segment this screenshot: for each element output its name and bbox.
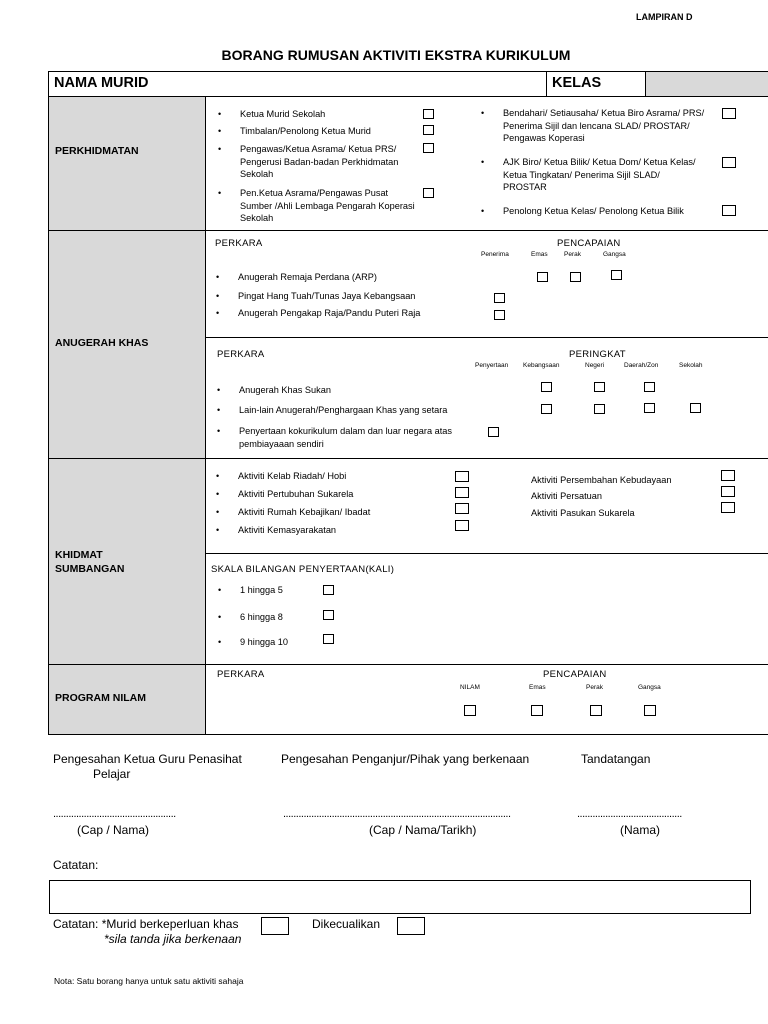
- checkbox-arp-gangsa[interactable]: [611, 270, 622, 280]
- catatan-textbox[interactable]: [49, 880, 751, 914]
- anugerah-item-pingat: • Pingat Hang Tuah/Tunas Jaya Kebangsaan: [216, 291, 416, 301]
- checkbox-persembahan-kebudayaan[interactable]: [721, 470, 735, 481]
- checkbox-sukan-negeri[interactable]: [594, 382, 605, 392]
- checkbox-pertubuhan-sukarela[interactable]: [455, 487, 469, 498]
- perkhidmatan-right-item-2: • AJK Biro/ Ketua Bilik/ Ketua Dom/ Ketua Kelas/ Ketua Tingkatan/ Penerima Sijil SLAD/ PROSTAR: [481, 157, 696, 192]
- checkbox-skala-1-5[interactable]: [323, 585, 334, 595]
- nilam-pencapaian: PENCAPAIAN: [543, 669, 607, 680]
- checkbox-sukan-daerah[interactable]: [644, 382, 655, 392]
- signature-line-guru[interactable]: ................................................: [53, 808, 176, 820]
- perkhidmatan-right-item-1: • Bendahari/ Setiausaha/ Ketua Biro Asrama/ PRS/ Penerima Sijil dan lencana SLAD/ PROSTAR/ Pengawas Koperasi: [481, 108, 705, 143]
- checkbox-pen-ketua-asrama[interactable]: [423, 188, 434, 198]
- checkbox-nilam-perak[interactable]: [590, 705, 602, 716]
- bullet: •: [216, 471, 220, 481]
- checkbox-lain-daerah[interactable]: [644, 403, 655, 413]
- row-sep-anugerah-inner: [205, 337, 768, 338]
- nota-footer: Nota: Satu borang hanya untuk satu aktiviti sahaja: [54, 976, 244, 986]
- bullet: •: [216, 272, 220, 282]
- anugerah-perkara-2: PERKARA: [217, 349, 265, 360]
- checkbox-nilam-emas[interactable]: [531, 705, 543, 716]
- row-sep-3: [48, 458, 768, 459]
- signature-line-tandatangan[interactable]: .........................................: [577, 808, 682, 820]
- bullet: •: [218, 144, 222, 154]
- row-sep-khidmat-inner: [205, 553, 768, 554]
- tandatangan-label: Tandatangan: [581, 752, 651, 766]
- bullet: •: [216, 308, 220, 318]
- nama-murid-label: NAMA MURID: [54, 75, 149, 91]
- checkbox-arp-perak[interactable]: [570, 272, 581, 282]
- anugerah-item-lain-lain: • Lain-lain Anugerah/Penghargaan Khas yang setara: [217, 405, 448, 415]
- khidmat-right-item-3: Aktiviti Pasukan Sukarela: [531, 508, 635, 518]
- table-border-bottom: [48, 734, 768, 735]
- program-nilam-label: PROGRAM NILAM: [55, 692, 146, 704]
- nama-murid-field[interactable]: [206, 72, 545, 96]
- checkbox-kelab-riadah[interactable]: [455, 471, 469, 482]
- checkbox-lain-kebangsaan[interactable]: [541, 404, 552, 414]
- skala-title: SKALA BILANGAN PENYERTAAN(KALI): [211, 564, 395, 575]
- checkbox-murid-khas[interactable]: [261, 917, 289, 935]
- bullet: •: [216, 291, 220, 301]
- form-title: BORANG RUMUSAN AKTIVITI EKSTRA KURIKULUM: [221, 47, 571, 63]
- checkbox-ketua-murid[interactable]: [423, 109, 434, 119]
- cap-nama-1: (Cap / Nama): [77, 823, 150, 837]
- bullet: •: [218, 612, 222, 622]
- skala-item-3: • 9 hingga 10: [218, 637, 289, 647]
- anugerah-item-pengakap: • Anugerah Pengakap Raja/Pandu Puteri Raja: [216, 308, 421, 318]
- anugerah-khas-label: ANUGERAH KHAS: [55, 337, 149, 349]
- perkhidmatan-left-item-3: • Pengawas/Ketua Asrama/ Ketua PRS/ Pengerusi Badan-badan Perkhidmatan Sekolah: [218, 144, 399, 179]
- checkbox-bendahari[interactable]: [722, 108, 736, 119]
- perkhidmatan-left-item-4: • Pen.Ketua Asrama/Pengawas Pusat Sumber /Ahli Lembaga Pengarah Koperasi Sekolah: [218, 188, 415, 223]
- row-sep-4: [48, 664, 768, 665]
- checkbox-lain-sekolah[interactable]: [690, 403, 701, 413]
- row-sep-2: [48, 230, 768, 231]
- catatan-label: Catatan:: [53, 858, 99, 872]
- col-daerah-zon: Daerah/Zon: [624, 362, 659, 369]
- bullet: •: [216, 507, 220, 517]
- pengesahan-guru-label: Pengesahan Ketua Guru Penasihat: [53, 752, 242, 766]
- checkbox-pingat-penerima[interactable]: [494, 293, 505, 303]
- col-nilam-emas: Emas: [529, 684, 546, 691]
- nilam-perkara: PERKARA: [217, 669, 265, 680]
- bullet: •: [481, 108, 485, 118]
- cap-nama-tarikh: (Cap / Nama/Tarikh): [369, 823, 477, 837]
- khidmat-left-item-4: • Aktiviti Kemasyarakatan: [216, 525, 337, 535]
- checkbox-skala-9-10[interactable]: [323, 634, 334, 644]
- checkbox-dikecualikan[interactable]: [397, 917, 425, 935]
- anugerah-perkara-1: PERKARA: [215, 238, 263, 249]
- bullet: •: [218, 585, 222, 595]
- section-label-bg-perkhidmatan: [49, 97, 205, 230]
- anugerah-item-sukan: • Anugerah Khas Sukan: [217, 385, 331, 395]
- col-negeri: Negeri: [585, 362, 605, 369]
- col-gangsa: Gangsa: [603, 251, 626, 258]
- col-sekolah: Sekolah: [679, 362, 703, 369]
- dikecualikan-label: Dikecualikan: [312, 917, 381, 931]
- col-sep-kelas-left: [546, 71, 547, 97]
- checkbox-sukan-kebangsaan[interactable]: [541, 382, 552, 392]
- table-border-left: [48, 71, 49, 735]
- checkbox-skala-6-8[interactable]: [323, 610, 334, 620]
- checkbox-nilam-gangsa[interactable]: [644, 705, 656, 716]
- col-kebangsaan: Kebangsaan: [523, 362, 560, 369]
- checkbox-penolong-ketua-kelas[interactable]: [722, 205, 736, 216]
- col-nilam-gangsa: Gangsa: [638, 684, 661, 691]
- checkbox-penyertaan[interactable]: [488, 427, 499, 437]
- bullet: •: [217, 426, 221, 436]
- bullet: •: [217, 385, 221, 395]
- checkbox-pasukan-sukarela[interactable]: [721, 502, 735, 513]
- anugerah-peringkat: PERINGKAT: [569, 349, 626, 360]
- cap-nama-3: (Nama): [620, 823, 661, 837]
- checkbox-timbalan-ketua-murid[interactable]: [423, 125, 434, 135]
- khidmat-right-item-2: Aktiviti Persatuan: [531, 491, 602, 501]
- col-emas: Emas: [531, 251, 548, 258]
- row-sep-1: [48, 96, 768, 97]
- col-perak: Perak: [564, 251, 581, 258]
- skala-item-2: • 6 hingga 8: [218, 612, 283, 622]
- checkbox-ajk-biro[interactable]: [722, 157, 736, 168]
- anugerah-item-arp: • Anugerah Remaja Perdana (ARP): [216, 272, 377, 282]
- khidmat-label-line1: KHIDMAT: [55, 549, 103, 561]
- catatan-murid-khas-label: Catatan: *Murid berkeperluan khas: [53, 917, 239, 931]
- checkbox-persatuan[interactable]: [721, 486, 735, 497]
- bullet: •: [218, 188, 222, 198]
- col-nilam: NILAM: [460, 684, 480, 691]
- khidmat-left-item-1: • Aktiviti Kelab Riadah/ Hobi: [216, 471, 347, 481]
- col-sep-label: [205, 96, 206, 735]
- bullet: •: [216, 525, 220, 535]
- checkbox-pengawas[interactable]: [423, 143, 434, 153]
- anugerah-item-penyertaan: • Penyertaan kokurikulum dalam dan luar negara atas pembiayaaan sendiri: [217, 426, 452, 449]
- checkbox-nilam[interactable]: [464, 705, 476, 716]
- checkbox-rumah-kebajikan[interactable]: [455, 503, 469, 514]
- checkbox-arp-emas[interactable]: [537, 272, 548, 282]
- checkbox-kemasyarakatan[interactable]: [455, 520, 469, 531]
- khidmat-right-item-1: Aktiviti Persembahan Kebudayaan: [531, 475, 672, 485]
- skala-item-1: • 1 hingga 5: [218, 585, 283, 595]
- kelas-label: KELAS: [552, 75, 602, 91]
- bullet: •: [481, 157, 485, 167]
- bullet: •: [216, 489, 220, 499]
- bullet: •: [481, 206, 485, 216]
- perkhidmatan-left-item-2: • Timbalan/Penolong Ketua Murid: [218, 126, 371, 136]
- khidmat-left-item-2: • Aktiviti Pertubuhan Sukarela: [216, 489, 354, 499]
- anugerah-pencapaian: PENCAPAIAN: [557, 238, 621, 249]
- checkbox-pengakap-penerima[interactable]: [494, 310, 505, 320]
- checkbox-lain-negeri[interactable]: [594, 404, 605, 414]
- khidmat-sumbangan-label: [55, 548, 124, 576]
- bullet: •: [218, 109, 222, 119]
- bullet: •: [217, 405, 221, 415]
- pengesahan-penganjur-label: Pengesahan Penganjur/Pihak yang berkenaan: [281, 752, 530, 766]
- col-nilam-perak: Perak: [586, 684, 603, 691]
- perkhidmatan-label: PERKHIDMATAN: [55, 145, 139, 157]
- kelas-field[interactable]: [646, 72, 768, 96]
- col-penerima: Penerima: [481, 251, 509, 258]
- lampiran-label: LAMPIRAN D: [636, 12, 693, 22]
- bullet: •: [218, 126, 222, 136]
- bullet: •: [218, 637, 222, 647]
- pengesahan-guru-label-2: Pelajar: [93, 767, 131, 781]
- signature-line-penganjur[interactable]: .........................................................................................: [283, 808, 511, 820]
- perkhidmatan-right-item-3: • Penolong Ketua Kelas/ Penolong Ketua Bilik: [481, 206, 684, 216]
- col-penyertaan: Penyertaan: [475, 362, 509, 369]
- perkhidmatan-left-item-1: • Ketua Murid Sekolah: [218, 109, 326, 119]
- khidmat-label-line2: SUMBANGAN: [55, 563, 125, 575]
- catatan-sila-tanda: *sila tanda jika berkenaan: [104, 932, 242, 946]
- khidmat-left-item-3: • Aktiviti Rumah Kebajikan/ Ibadat: [216, 507, 371, 517]
